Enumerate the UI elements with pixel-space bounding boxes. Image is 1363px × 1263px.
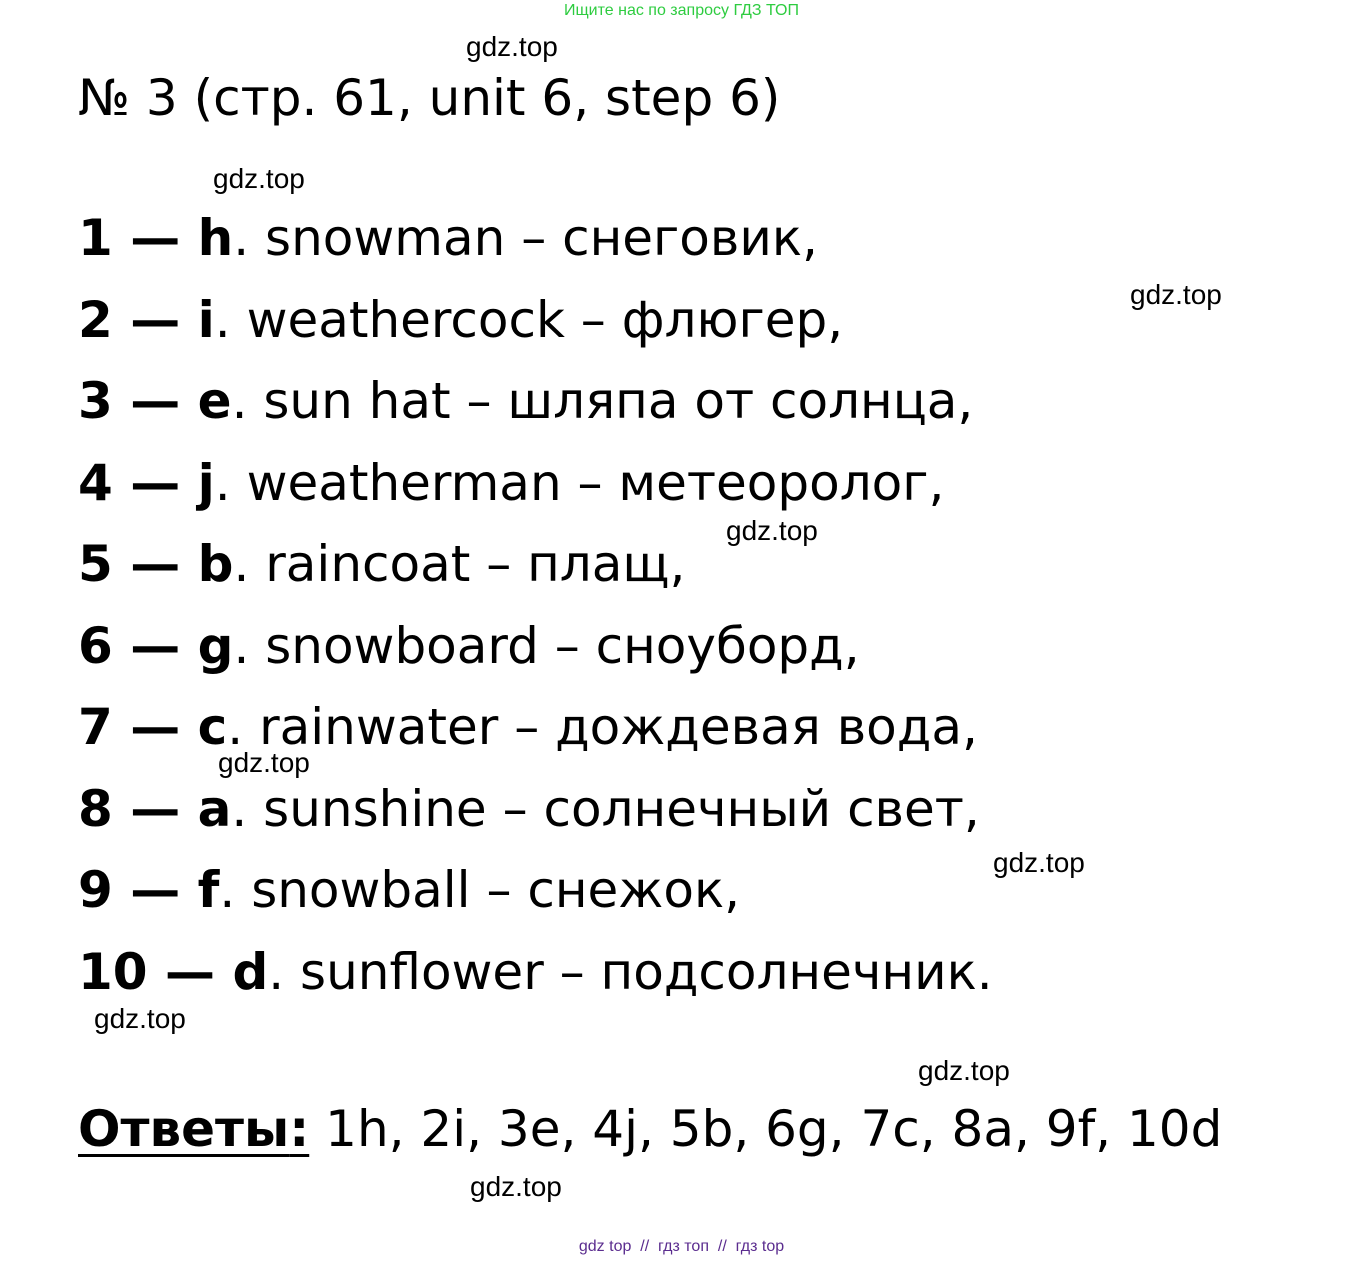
answers-summary bbox=[78, 1094, 1222, 1164]
answer-text: . snowboard – сноуборд, bbox=[233, 616, 860, 675]
answer-number: 8 bbox=[78, 779, 113, 838]
answer-number: 5 bbox=[78, 535, 113, 593]
watermark: gdz.top bbox=[213, 163, 305, 194]
footer-links: gdz top // гдз топ // гдз top bbox=[578, 1238, 785, 1255]
answer-dash: — bbox=[130, 698, 181, 756]
answer-text: . weathercock – флюгер, bbox=[214, 290, 844, 349]
answer-text: . rainwater – дождевая вода, bbox=[227, 698, 978, 756]
answer-line-8 bbox=[78, 769, 993, 851]
answer-letter: a bbox=[197, 779, 232, 838]
answer-text: . snowball – снежок, bbox=[219, 861, 741, 919]
summary-colon: : bbox=[289, 1100, 310, 1158]
watermark: gdz.top bbox=[218, 747, 310, 778]
answer-text: . weatherman – метеоролог, bbox=[214, 453, 945, 512]
answer-dash: — bbox=[130, 290, 181, 349]
exercise-title: № 3 (стр. 61, unit 6, step 6) bbox=[78, 69, 781, 127]
answer-text: . sunshine – солнечный свет, bbox=[231, 779, 980, 838]
answer-number: 6 bbox=[78, 616, 113, 675]
answer-number: 7 bbox=[78, 698, 113, 756]
answer-dash: — bbox=[130, 779, 181, 838]
answer-dash: — bbox=[130, 616, 181, 675]
answer-number: 2 bbox=[78, 290, 113, 349]
answer-letter: e bbox=[197, 372, 232, 430]
watermark: gdz.top bbox=[1130, 279, 1222, 310]
answer-letter: j bbox=[197, 453, 215, 512]
summary-label bbox=[78, 1100, 309, 1158]
answer-line-3 bbox=[78, 361, 993, 443]
answer-line-5 bbox=[78, 524, 993, 606]
answer-letter: g bbox=[197, 616, 234, 675]
watermark: gdz.top bbox=[470, 1171, 562, 1202]
answer-letter: i bbox=[197, 290, 215, 349]
answer-dash: — bbox=[130, 209, 181, 267]
answer-number: 4 bbox=[78, 453, 113, 512]
answer-letter: d bbox=[232, 942, 269, 1001]
answer-number: 1 bbox=[78, 209, 113, 267]
answer-text: . sunflower – подсолнечник. bbox=[268, 942, 993, 1001]
answer-line-2 bbox=[78, 280, 993, 362]
watermark: gdz.top bbox=[726, 515, 818, 546]
top-banner: Ищите нас по запросу ГДЗ ТОП bbox=[564, 2, 799, 19]
answer-dash: — bbox=[130, 535, 181, 593]
watermark: gdz.top bbox=[94, 1003, 186, 1034]
answer-dash: — bbox=[130, 861, 181, 919]
answer-text: . sun hat – шляпа от солнца, bbox=[231, 372, 974, 430]
answer-letter: b bbox=[197, 535, 234, 593]
answer-line-10 bbox=[78, 932, 993, 1014]
answer-text: . snowman – снеговик, bbox=[233, 209, 818, 267]
answer-letter: c bbox=[197, 698, 228, 756]
answers-list bbox=[78, 198, 993, 1013]
answer-line-9 bbox=[78, 850, 993, 932]
watermark: gdz.top bbox=[918, 1055, 1010, 1086]
answer-text: . raincoat – плащ, bbox=[233, 535, 686, 593]
summary-label-text: Ответы bbox=[78, 1100, 290, 1158]
answer-line-6 bbox=[78, 606, 993, 688]
watermark: gdz.top bbox=[993, 847, 1085, 878]
answer-line-4 bbox=[78, 443, 993, 525]
answer-number: 9 bbox=[78, 861, 113, 919]
watermark: gdz.top bbox=[466, 31, 558, 62]
answer-dash: — bbox=[165, 942, 216, 1001]
answer-dash: — bbox=[130, 372, 181, 430]
answer-dash: — bbox=[130, 453, 181, 512]
answer-line-1 bbox=[78, 198, 993, 280]
answer-letter: h bbox=[197, 209, 234, 267]
answer-line-7 bbox=[78, 687, 993, 769]
answer-number: 10 bbox=[78, 942, 148, 1001]
answer-letter: f bbox=[197, 861, 220, 919]
summary-values: 1h, 2i, 3e, 4j, 5b, 6g, 7c, 8a, 9f, 10d bbox=[325, 1100, 1223, 1158]
answer-number: 3 bbox=[78, 372, 113, 430]
